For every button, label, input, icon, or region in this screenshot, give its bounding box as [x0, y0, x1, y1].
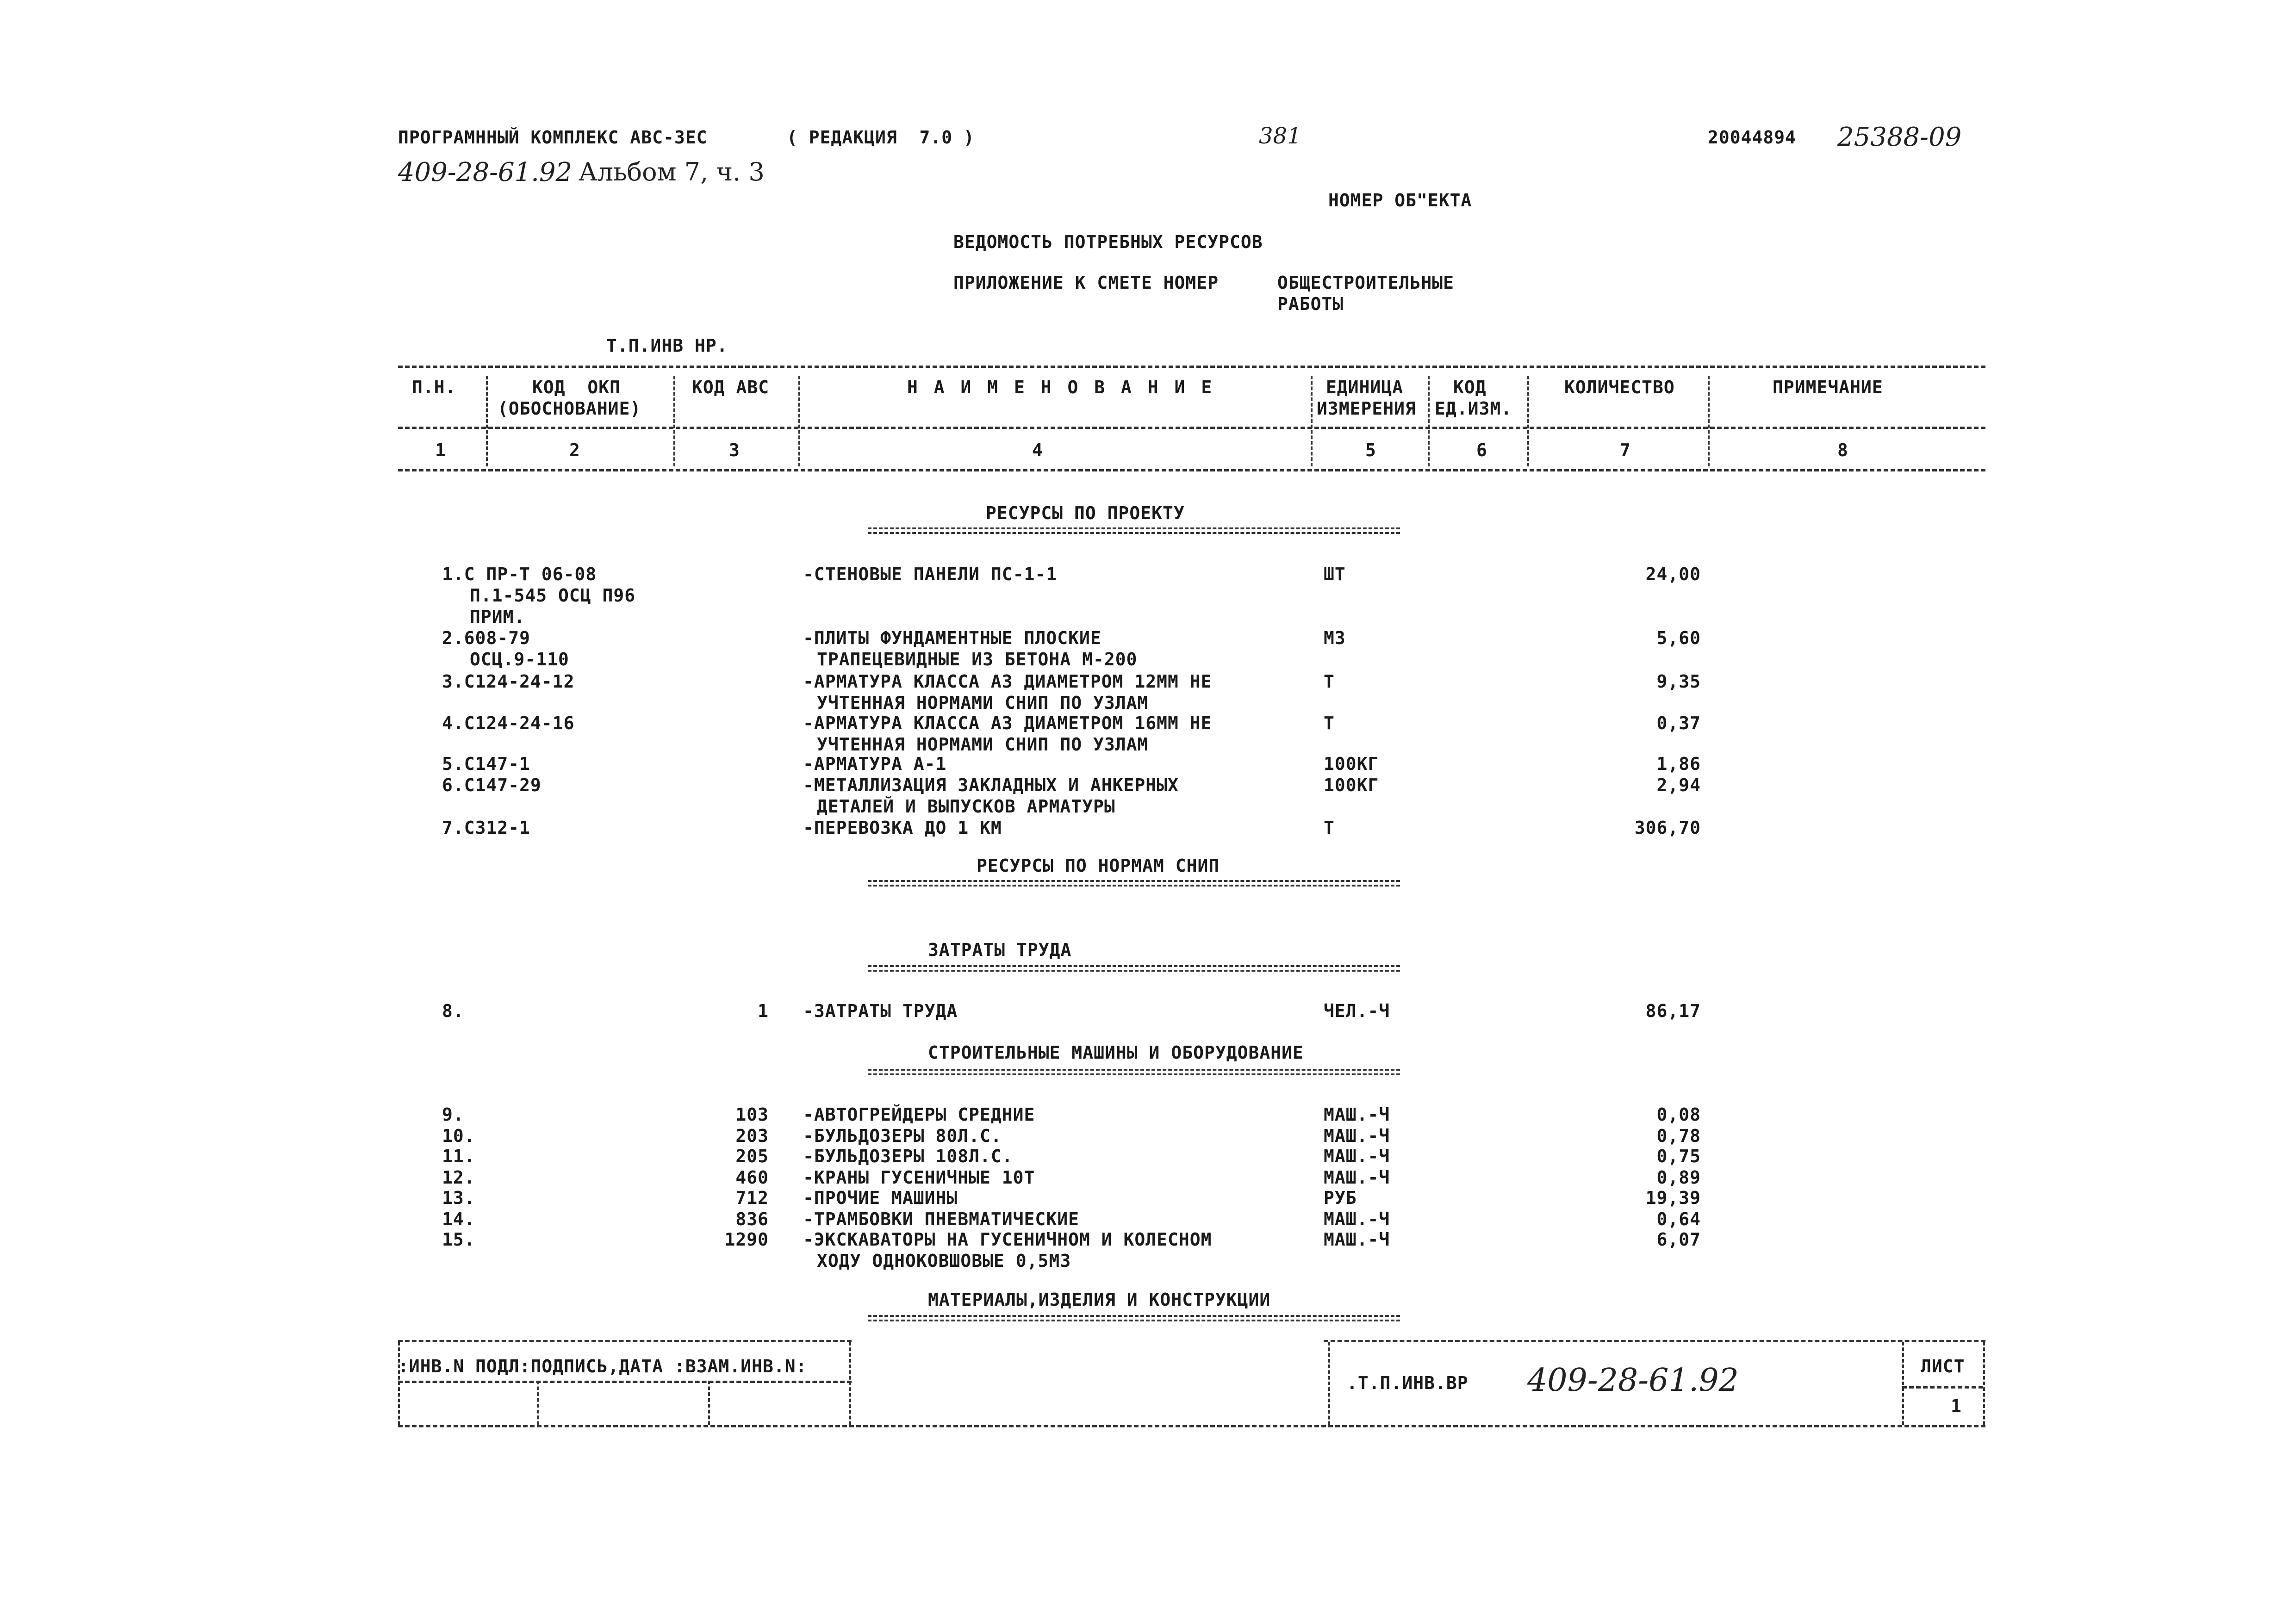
row-3-name-2: УЧТЕННАЯ НОРМАМИ СНИП ПО УЗЛАМ [817, 693, 1149, 713]
footer-sep-7 [1983, 1342, 1985, 1425]
section-snip-underline [868, 880, 1400, 887]
col-sep-4 [1311, 376, 1313, 466]
row-4-code: 4.С124-24-16 [442, 713, 575, 733]
col-unitcode-header-2: ЕД.ИЗМ. [1435, 398, 1512, 419]
row-5-name: -АРМАТУРА А-1 [803, 754, 947, 774]
col-sep-7 [1708, 376, 1710, 466]
row-6-unit: 100КГ [1324, 775, 1379, 795]
row-3-code: 3.С124-24-12 [442, 671, 575, 692]
row-14-abc: 836 [735, 1209, 769, 1229]
appendix-type-2: РАБОТЫ [1277, 294, 1344, 314]
row-15-unit: МАШ.-Ч [1324, 1229, 1390, 1250]
row-15-abc: 1290 [724, 1229, 769, 1250]
col-unit-header-2: ИЗМЕРЕНИЯ [1317, 398, 1416, 419]
row-8-abc: 1 [758, 1001, 769, 1021]
col-number-6: 6 [1476, 440, 1487, 460]
footer-sep-4 [849, 1342, 851, 1425]
section-machines-title: СТРОИТЕЛЬНЫЕ МАШИНЫ И ОБОРУДОВАНИЕ [928, 1042, 1304, 1063]
header-rule-mid [398, 427, 1985, 429]
col-abc-header: КОД АВС [692, 377, 770, 397]
col-qty-header: КОЛИЧЕСТВО [1564, 377, 1675, 397]
row-11-unit: МАШ.-Ч [1324, 1146, 1390, 1166]
section-materials-title: МАТЕРИАЛЫ,ИЗДЕЛИЯ И КОНСТРУКЦИИ [928, 1290, 1271, 1310]
row-12-unit: МАШ.-Ч [1324, 1167, 1390, 1188]
row-2-code-2: ОСЦ.9-110 [470, 649, 569, 670]
col-sep-2 [673, 376, 675, 466]
row-6-code: 6.С147-29 [442, 775, 541, 795]
row-2-name-2: ТРАПЕЦЕВИДНЫЕ ИЗ БЕТОНА М-200 [817, 649, 1138, 670]
document-title: ВЕДОМОСТЬ ПОТРЕБНЫХ РЕСУРСОВ [953, 232, 1263, 252]
col-number-2: 2 [569, 440, 580, 460]
row-10-qty: 0,78 [1656, 1126, 1701, 1146]
footer-sep-6 [1902, 1342, 1904, 1425]
col-sep-1 [486, 376, 488, 466]
row-12-name: -КРАНЫ ГУСЕНИЧНЫЕ 10Т [803, 1167, 1035, 1188]
footer-rule-top-left [398, 1340, 852, 1342]
row-9-pn: 9. [442, 1104, 464, 1125]
row-11-qty: 0,75 [1656, 1146, 1701, 1166]
col-name-header: Н А И М Е Н О В А Н И Е [907, 377, 1215, 397]
row-6-name-2: ДЕТАЛЕЙ И ВЫПУСКОВ АРМАТУРЫ [817, 796, 1115, 817]
page-number: 381 [1259, 123, 1301, 149]
stamp-labels: :ИНВ.N ПОДЛ:ПОДПИСЬ,ДАТА :ВЗАМ.ИНВ.N: [398, 1356, 807, 1376]
row-7-qty: 306,70 [1634, 818, 1701, 838]
object-number-label: НОМЕР ОБ"ЕКТА [1328, 190, 1472, 211]
row-4-name: -АРМАТУРА КЛАССА А3 ДИАМЕТРОМ 16ММ НЕ [803, 713, 1212, 733]
row-10-unit: МАШ.-Ч [1324, 1126, 1390, 1146]
tp-inv-footer-label: .Т.П.ИНВ.ВР [1347, 1373, 1468, 1393]
row-8-unit: ЧЕЛ.-Ч [1324, 1001, 1390, 1021]
col-unitcode-header: КОД [1453, 377, 1487, 397]
row-1-unit: ШТ [1324, 564, 1346, 584]
row-3-unit: Т [1324, 671, 1335, 692]
row-5-qty: 1,86 [1656, 754, 1701, 774]
row-8-pn: 8. [442, 1001, 464, 1021]
appendix-label: ПРИЛОЖЕНИЕ К СМЕТЕ НОМЕР [953, 273, 1219, 293]
row-12-qty: 0,89 [1656, 1167, 1701, 1188]
section-labor-underline [868, 965, 1400, 972]
col-note-header: ПРИМЕЧАНИЕ [1773, 377, 1883, 397]
doc-code-handwritten: 25388-09 [1837, 122, 1962, 152]
row-10-abc: 203 [735, 1126, 769, 1146]
row-9-unit: МАШ.-Ч [1324, 1104, 1390, 1125]
footer-rule-mid-left [398, 1381, 852, 1383]
row-1-qty: 24,00 [1645, 564, 1701, 584]
tp-inv-footer-handwritten: 409-28-61.92 [1527, 1362, 1739, 1399]
row-13-pn: 13. [442, 1188, 475, 1208]
col-number-4: 4 [1032, 440, 1043, 460]
col-number-5: 5 [1365, 440, 1376, 460]
row-15-pn: 15. [442, 1229, 475, 1250]
row-2-unit: М3 [1324, 628, 1346, 648]
row-5-code: 5.С147-1 [442, 754, 531, 774]
row-13-abc: 712 [735, 1188, 769, 1208]
row-8-name: -ЗАТРАТЫ ТРУДА [803, 1001, 958, 1021]
row-3-name: -АРМАТУРА КЛАССА А3 ДИАМЕТРОМ 12ММ НЕ [803, 671, 1212, 692]
row-6-name: -МЕТАЛЛИЗАЦИЯ ЗАКЛАДНЫХ И АНКЕРНЫХ [803, 775, 1179, 795]
section-project-underline [868, 527, 1400, 534]
header-rule-top [398, 366, 1985, 368]
row-11-abc: 205 [735, 1146, 769, 1166]
program-name: ПРОГРАМННЫЙ КОМПЛЕКС АВС-3ЕС [398, 127, 708, 148]
sheet-box-divider [1902, 1386, 1983, 1389]
row-2-name: -ПЛИТЫ ФУНДАМЕНТНЫЕ ПЛОСКИЕ [803, 628, 1101, 648]
row-8-qty: 86,17 [1645, 1001, 1701, 1021]
sheet-number: 1 [1951, 1396, 1962, 1416]
col-okp-header-2: (ОБОСНОВАНИЕ) [498, 398, 641, 419]
footer-rule-bottom [398, 1425, 1985, 1427]
sheet-label: ЛИСТ [1921, 1356, 1965, 1376]
col-unit-header: ЕДИНИЦА [1326, 377, 1404, 397]
row-1-name: -СТЕНОВЫЕ ПАНЕЛИ ПС-1-1 [803, 564, 1058, 584]
row-14-qty: 0,64 [1656, 1209, 1701, 1229]
footer-rule-top-right [1324, 1340, 1985, 1342]
footer-sep-5 [1328, 1342, 1330, 1425]
row-15-name-2: ХОДУ ОДНОКОВШОВЫЕ 0,5М3 [817, 1251, 1071, 1271]
row-4-name-2: УЧТЕННАЯ НОРМАМИ СНИП ПО УЗЛАМ [817, 734, 1149, 755]
row-9-abc: 103 [735, 1104, 769, 1125]
row-14-unit: МАШ.-Ч [1324, 1209, 1390, 1229]
row-14-pn: 14. [442, 1209, 475, 1229]
section-materials-underline [868, 1315, 1400, 1321]
tp-inv-label: Т.П.ИНВ НР. [606, 335, 728, 356]
col-sep-3 [798, 376, 800, 466]
row-2-code: 2.608-79 [442, 628, 531, 648]
row-7-code: 7.С312-1 [442, 818, 531, 838]
row-15-name: -ЭКСКАВАТОРЫ НА ГУСЕНИЧНОМ И КОЛЕСНОМ [803, 1229, 1212, 1250]
row-15-qty: 6,07 [1656, 1229, 1701, 1250]
row-13-qty: 19,39 [1645, 1188, 1701, 1208]
appendix-type-1: ОБЩЕСТРОИТЕЛЬНЫЕ [1277, 273, 1455, 293]
row-9-qty: 0,08 [1656, 1104, 1701, 1125]
section-snip-title: РЕСУРСЫ ПО НОРМАМ СНИП [977, 856, 1220, 876]
edition: ( РЕДАКЦИЯ 7.0 ) [787, 127, 975, 148]
row-14-name: -ТРАМБОВКИ ПНЕВМАТИЧЕСКИЕ [803, 1209, 1079, 1229]
col-number-1: 1 [435, 440, 446, 460]
row-6-qty: 2,94 [1656, 775, 1701, 795]
col-okp-header: КОД ОКП [532, 377, 621, 397]
col-sep-6 [1527, 376, 1529, 466]
row-1-code-2: П.1-545 ОСЦ П96 [470, 585, 636, 606]
album-handwritten: 409-28-61.92 [398, 157, 572, 187]
row-4-unit: Т [1324, 713, 1335, 733]
footer-sep-1 [398, 1342, 400, 1425]
col-number-3: 3 [729, 440, 740, 460]
row-11-name: -БУЛЬДОЗЕРЫ 108Л.С. [803, 1146, 1013, 1166]
row-1-code: 1.С ПР-Т 06-08 [442, 564, 597, 584]
section-labor-title: ЗАТРАТЫ ТРУДА [928, 940, 1072, 960]
row-7-name: -ПЕРЕВОЗКА ДО 1 КМ [803, 818, 1002, 838]
row-4-qty: 0,37 [1656, 713, 1701, 733]
album-text: Альбом 7, ч. 3 [579, 157, 765, 186]
row-2-qty: 5,60 [1656, 628, 1701, 648]
col-number-7: 7 [1620, 440, 1631, 460]
header-rule-bottom [398, 469, 1985, 471]
doc-code: 20044894 [1708, 127, 1797, 148]
section-project-title: РЕСУРСЫ ПО ПРОЕКТУ [986, 503, 1185, 523]
col-pn-header: П.Н. [412, 377, 456, 397]
row-12-abc: 460 [735, 1167, 769, 1188]
row-10-name: -БУЛЬДОЗЕРЫ 80Л.С. [803, 1126, 1002, 1146]
row-12-pn: 12. [442, 1167, 475, 1188]
row-13-name: -ПРОЧИЕ МАШИНЫ [803, 1188, 958, 1208]
footer-sep-3 [708, 1381, 710, 1425]
row-9-name: -АВТОГРЕЙДЕРЫ СРЕДНИЕ [803, 1104, 1035, 1125]
col-sep-5 [1428, 376, 1430, 466]
row-5-unit: 100КГ [1324, 754, 1379, 774]
row-7-unit: Т [1324, 818, 1335, 838]
row-3-qty: 9,35 [1656, 671, 1701, 692]
row-13-unit: РУБ [1324, 1188, 1357, 1208]
row-11-pn: 11. [442, 1146, 475, 1166]
section-machines-underline [868, 1069, 1400, 1075]
row-10-pn: 10. [442, 1126, 475, 1146]
footer-sep-2 [537, 1381, 539, 1425]
col-number-8: 8 [1837, 440, 1848, 460]
row-1-code-3: ПРИМ. [470, 607, 525, 627]
